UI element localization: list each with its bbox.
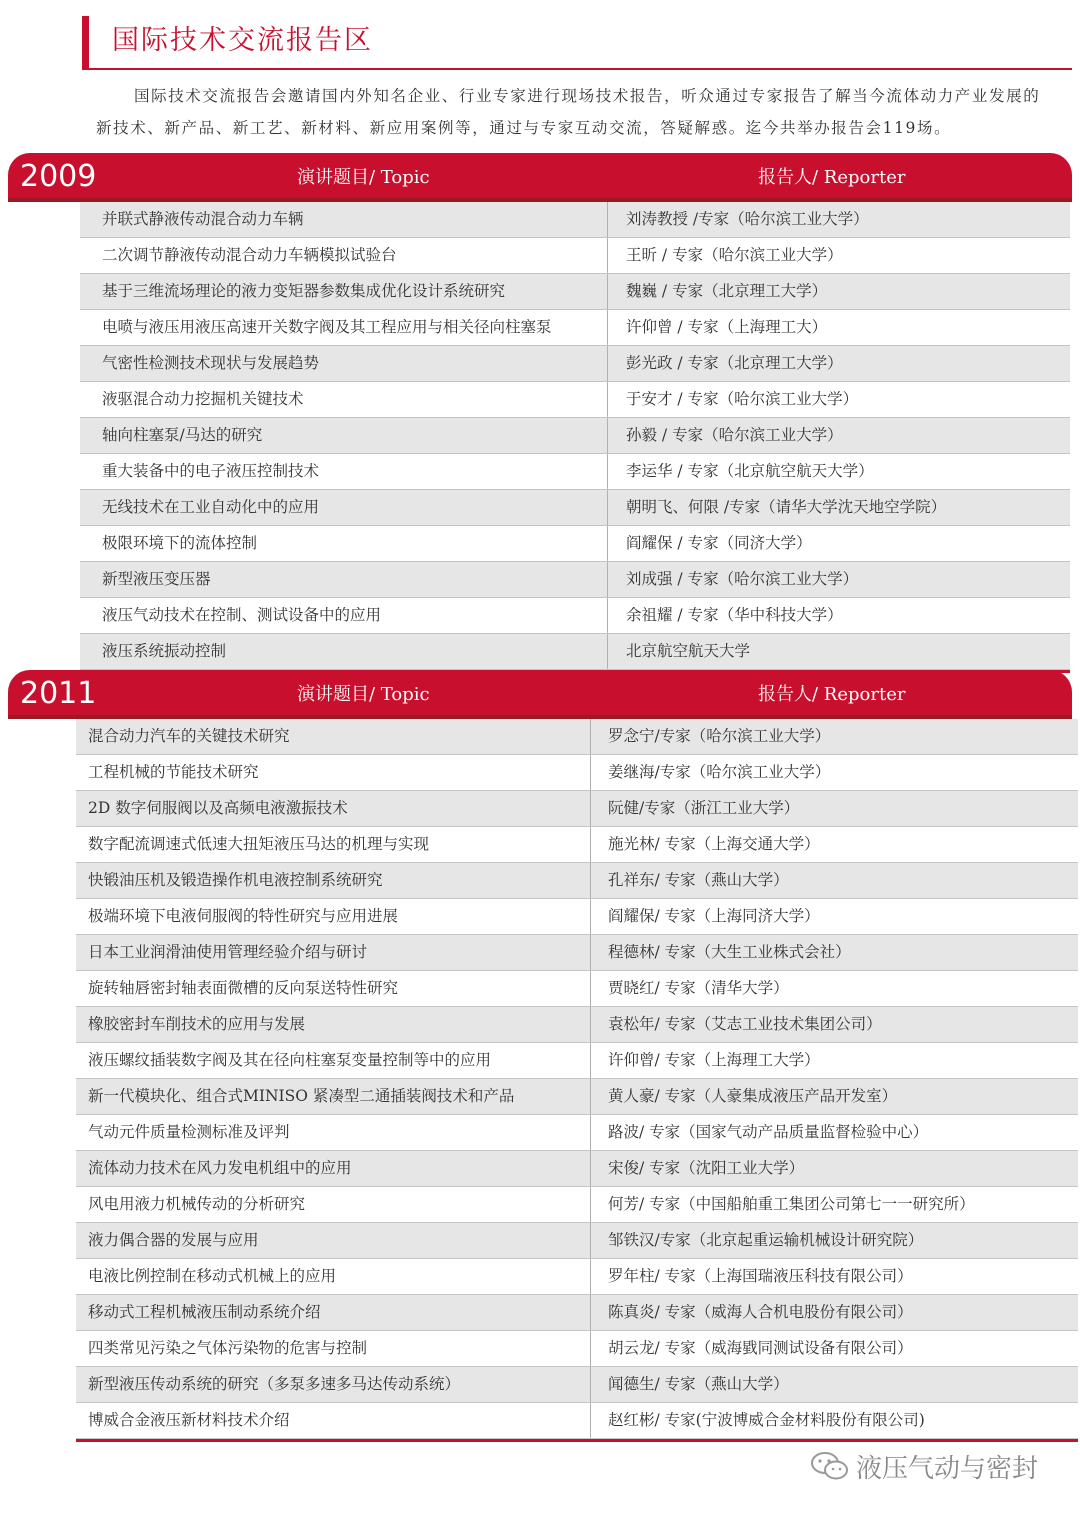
topic-column-header: 演讲题目/ Topic <box>297 684 430 705</box>
watermark-text: 液压气动与密封 <box>856 1453 1039 1484</box>
reporter-cell: 宋俊/ 专家（沈阳工业大学） <box>608 1159 805 1177</box>
column-divider <box>590 791 591 826</box>
column-divider <box>590 827 591 862</box>
table-row <box>76 1295 1078 1331</box>
table-row <box>80 454 1070 490</box>
topic-cell: 橡胶密封车削技术的应用与发展 <box>88 1015 306 1033</box>
column-divider <box>590 755 591 790</box>
title-rule <box>82 68 1072 70</box>
table-row <box>80 490 1070 526</box>
topic-column-header: 演讲题目/ Topic <box>297 167 430 188</box>
table-row <box>76 863 1078 899</box>
reporter-cell: 路波/ 专家（国家气动产品质量监督检验中心） <box>608 1123 929 1141</box>
topic-cell: 流体动力技术在风力发电机组中的应用 <box>88 1159 352 1177</box>
section-year: 2009 <box>20 159 97 194</box>
reporter-cell: 许仰曾 / 专家（上海理工大） <box>626 318 828 336</box>
table-row <box>80 418 1070 454</box>
section-2009 <box>8 153 1072 673</box>
column-divider <box>590 1295 591 1330</box>
table-row <box>80 202 1070 238</box>
reporter-cell: 王昕 / 专家（哈尔滨工业大学） <box>626 246 843 264</box>
topic-cell: 并联式静液传动混合动力车辆 <box>102 210 304 228</box>
reporter-cell: 邹铁汉/专家（北京起重运输机械设计研究院） <box>608 1231 924 1249</box>
reporter-cell: 彭光政 / 专家（北京理工大学） <box>626 354 843 372</box>
wechat-icon <box>810 1451 850 1481</box>
topic-cell: 新型液压传动系统的研究（多泵多速多马达传动系统） <box>88 1375 461 1393</box>
table-row <box>76 1007 1078 1043</box>
topic-cell: 液压螺纹插装数字阀及其在径向柱塞泵变量控制等中的应用 <box>88 1051 492 1069</box>
topic-cell: 液力偶合器的发展与应用 <box>88 1231 259 1249</box>
reporter-cell: 施光林/ 专家（上海交通大学） <box>608 835 820 853</box>
table-row <box>76 1043 1078 1079</box>
topic-cell: 新型液压变压器 <box>102 570 211 588</box>
section-header <box>8 670 1072 715</box>
topic-cell: 气动元件质量检测标准及评判 <box>88 1123 290 1141</box>
topic-cell: 二次调节静液传动混合动力车辆模拟试验台 <box>102 246 397 264</box>
column-divider <box>607 382 608 417</box>
topic-cell: 博威合金液压新材料技术介绍 <box>88 1411 290 1429</box>
table-row <box>80 274 1070 310</box>
topic-cell: 数字配流调速式低速大扭矩液压马达的机理与实现 <box>88 835 430 853</box>
table-body <box>80 202 1070 673</box>
page-header <box>82 14 1072 70</box>
reporter-cell: 北京航空航天大学 <box>626 642 751 660</box>
reporter-cell: 胡云龙/ 专家（威海戥同测试设备有限公司） <box>608 1339 913 1357</box>
topic-cell: 移动式工程机械液压制动系统介绍 <box>88 1303 321 1321</box>
topic-cell: 极端环境下电液伺服阀的特性研究与应用进展 <box>88 907 399 925</box>
table-row <box>80 526 1070 562</box>
topic-cell: 风电用液力机械传动的分析研究 <box>88 1195 306 1213</box>
table-row <box>76 719 1078 755</box>
section-year: 2011 <box>20 676 97 711</box>
column-divider <box>590 1403 591 1438</box>
reporter-cell: 于安才 / 专家（哈尔滨工业大学） <box>626 390 859 408</box>
column-divider <box>590 1223 591 1258</box>
table-row <box>76 935 1078 971</box>
section-2011 <box>8 670 1072 1442</box>
column-divider <box>607 346 608 381</box>
column-divider <box>590 1007 591 1042</box>
column-divider <box>607 418 608 453</box>
table-row <box>80 346 1070 382</box>
reporter-cell: 刘涛教授 /专家（哈尔滨工业大学） <box>626 210 869 228</box>
reporter-cell: 袁松年/ 专家（艾志工业技术集团公司） <box>608 1015 882 1033</box>
reporter-cell: 孔祥东/ 专家（燕山大学） <box>608 871 789 889</box>
table-row <box>80 382 1070 418</box>
topic-cell: 液驱混合动力挖掘机关键技术 <box>102 390 304 408</box>
column-divider <box>590 1187 591 1222</box>
column-divider <box>590 863 591 898</box>
topic-cell: 2D 数字伺服阀以及高频电液激振技术 <box>88 799 348 817</box>
table-row <box>76 791 1078 827</box>
reporter-cell: 赵红彬/ 专家(宁波博威合金材料股份有限公司) <box>608 1411 925 1429</box>
column-divider <box>607 526 608 561</box>
table-row <box>80 634 1070 670</box>
topic-cell: 日本工业润滑油使用管理经验介绍与研讨 <box>88 943 368 961</box>
reporter-cell: 程德林/ 专家（大生工业株式会社） <box>608 943 851 961</box>
title-accent-bar <box>82 16 89 68</box>
topic-cell: 气密性检测技术现状与发展趋势 <box>102 354 320 372</box>
reporter-cell: 李运华 / 专家（北京航空航天大学） <box>626 462 874 480</box>
table-row <box>76 1115 1078 1151</box>
table-row <box>76 1079 1078 1115</box>
reporter-cell: 姜继海/专家（哈尔滨工业大学） <box>608 763 831 781</box>
column-divider <box>590 1331 591 1366</box>
topic-cell: 旋转轴唇密封轴表面微槽的反向泵送特性研究 <box>88 979 399 997</box>
column-divider <box>607 238 608 273</box>
column-divider <box>590 935 591 970</box>
column-divider <box>590 971 591 1006</box>
topic-cell: 轴向柱塞泵/马达的研究 <box>102 426 263 444</box>
reporter-cell: 黄人豪/ 专家（人豪集成液压产品开发室） <box>608 1087 898 1105</box>
reporter-cell: 朝明飞、何限 /专家（请华大学沈天地空学院） <box>626 498 947 516</box>
reporter-cell: 贾晓红/ 专家（清华大学） <box>608 979 789 997</box>
table-row <box>80 310 1070 346</box>
reporter-cell: 罗念宁/专家（哈尔滨工业大学） <box>608 727 831 745</box>
topic-cell: 重大装备中的电子液压控制技术 <box>102 462 320 480</box>
table-row <box>80 562 1070 598</box>
table-row <box>76 755 1078 791</box>
table-row <box>80 238 1070 274</box>
table-row <box>80 598 1070 634</box>
table-row <box>76 899 1078 935</box>
table-row <box>76 1367 1078 1403</box>
table-row <box>76 1187 1078 1223</box>
column-divider <box>590 1259 591 1294</box>
topic-cell: 电喷与液压用液压高速开关数字阀及其工程应用与相关径向柱塞泵 <box>102 318 552 336</box>
topic-cell: 混合动力汽车的关键技术研究 <box>88 727 290 745</box>
reporter-column-header: 报告人/ Reporter <box>758 167 906 188</box>
column-divider <box>607 310 608 345</box>
reporter-cell: 闻德生/ 专家（燕山大学） <box>608 1375 789 1393</box>
table-row <box>76 971 1078 1007</box>
column-divider <box>590 1367 591 1402</box>
section-header <box>8 153 1072 198</box>
reporter-cell: 阎耀保/ 专家（上海同济大学） <box>608 907 820 925</box>
topic-cell: 新一代模块化、组合式MINISO 紧凑型二通插装阀技术和产品 <box>88 1087 515 1105</box>
topic-cell: 极限环境下的流体控制 <box>102 534 258 552</box>
topic-cell: 基于三维流场理论的液力变矩器参数集成优化设计系统研究 <box>102 282 506 300</box>
topic-cell: 液压气动技术在控制、测试设备中的应用 <box>102 606 382 624</box>
column-divider <box>607 598 608 633</box>
topic-cell: 电液比例控制在移动式机械上的应用 <box>88 1267 337 1285</box>
reporter-cell: 孙毅 / 专家（哈尔滨工业大学） <box>626 426 843 444</box>
column-divider <box>607 634 608 669</box>
column-divider <box>607 202 608 237</box>
column-divider <box>590 1043 591 1078</box>
topic-cell: 四类常见污染之气体污染物的危害与控制 <box>88 1339 368 1357</box>
reporter-cell: 何芳/ 专家（中国船舶重工集团公司第七一一研究所） <box>608 1195 975 1213</box>
table-row <box>76 1259 1078 1295</box>
page-title: 国际技术交流报告区 <box>112 25 373 56</box>
table-row <box>76 827 1078 863</box>
topic-cell: 快锻油压机及锻造操作机电液控制系统研究 <box>88 871 383 889</box>
reporter-cell: 罗年柱/ 专家（上海国瑞液压科技有限公司） <box>608 1267 913 1285</box>
column-divider <box>607 562 608 597</box>
reporter-cell: 魏巍 / 专家（北京理工大学） <box>626 282 828 300</box>
column-divider <box>590 1151 591 1186</box>
table-body <box>76 719 1078 1442</box>
column-divider <box>607 274 608 309</box>
reporter-cell: 阎耀保 / 专家（同济大学） <box>626 534 812 552</box>
table-bottom-rule <box>76 1439 1078 1442</box>
column-divider <box>590 899 591 934</box>
reporter-cell: 许仰曾/ 专家（上海理工大学） <box>608 1051 820 1069</box>
table-row <box>76 1223 1078 1259</box>
column-divider <box>590 719 591 754</box>
topic-cell: 工程机械的节能技术研究 <box>88 763 259 781</box>
watermark <box>810 1446 1038 1486</box>
column-divider <box>607 490 608 525</box>
column-divider <box>590 1115 591 1150</box>
topic-cell: 无线技术在工业自动化中的应用 <box>102 498 320 516</box>
reporter-cell: 余祖耀 / 专家（华中科技大学） <box>626 606 843 624</box>
table-row <box>76 1331 1078 1367</box>
column-divider <box>590 1079 591 1114</box>
topic-cell: 液压系统振动控制 <box>102 642 227 660</box>
reporter-cell: 刘成强 / 专家（哈尔滨工业大学） <box>626 570 859 588</box>
column-divider <box>607 454 608 489</box>
table-row <box>76 1403 1078 1439</box>
intro-paragraph: 国际技术交流报告会邀请国内外知名企业、行业专家进行现场技术报告，听众通过专家报告了解当今流体动力产业发展的新技术、新产品、新工艺、新材料、新应用案例等，通过与专家互动交流，答疑解惑。迄今共举办报告会119场。 <box>96 87 1041 137</box>
reporter-column-header: 报告人/ Reporter <box>758 684 906 705</box>
reporter-cell: 阮健/专家（浙江工业大学） <box>608 799 800 817</box>
table-row <box>76 1151 1078 1187</box>
reporter-cell: 陈真炎/ 专家（威海人合机电股份有限公司） <box>608 1303 913 1321</box>
